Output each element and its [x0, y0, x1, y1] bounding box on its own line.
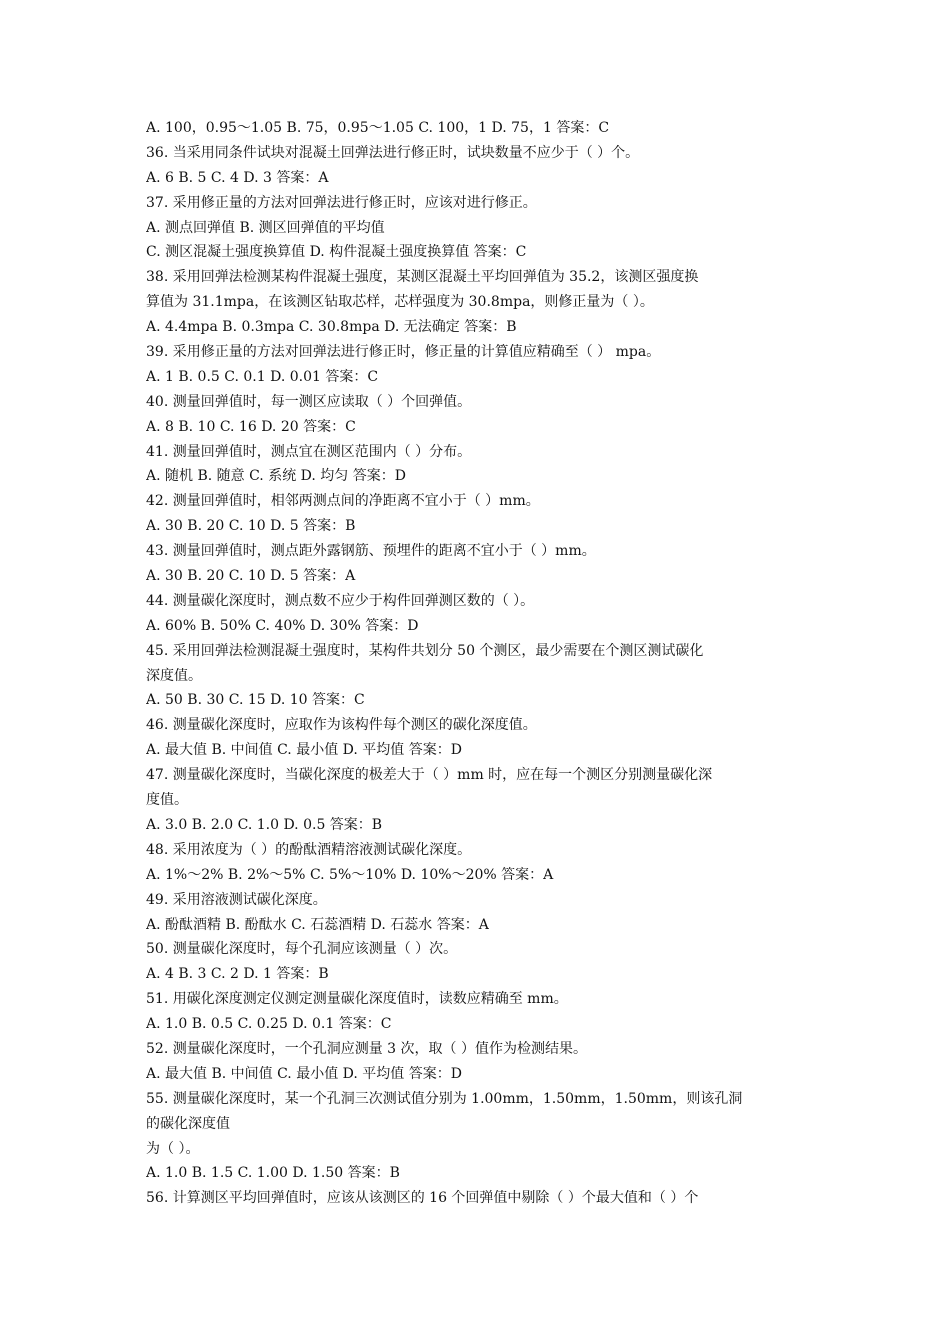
answer-line: A. 测点回弹值 B. 测区回弹值的平均值	[146, 219, 385, 236]
answer-line: A. 60% B. 50% C. 40% D. 30% 答案：D	[146, 617, 419, 634]
question-line: 51. 用碳化深度测定仪测定测量碳化深度值时，读数应精确至 mm。	[146, 991, 568, 1008]
question-line: 42. 测量回弹值时，相邻两测点间的净距离不宜小于（ ）mm。	[146, 493, 540, 510]
question-line: 50. 测量碳化深度时，每个孔洞应该测量（ ）次。	[146, 941, 458, 958]
answer-line: A. 1%～2% B. 2%～5% C. 5%～10% D. 10%～20% 答案：A	[146, 866, 554, 883]
question-line: 49. 采用溶液测试碳化深度。	[146, 891, 327, 908]
answer-line: A. 4.4mpa B. 0.3mpa C. 30.8mpa D. 无法确定 答案：B	[146, 319, 517, 336]
answer-line: C. 测区混凝土强度换算值 D. 构件混凝土强度换算值 答案：C	[146, 244, 527, 261]
question-line: 39. 采用修正量的方法对回弹法进行修正时，修正量的计算值应精确至（ ） mpa。	[146, 344, 661, 361]
question-line: 38. 采用回弹法检测某构件混凝土强度，某测区混凝土平均回弹值为 35.2，该测区强度换	[146, 269, 699, 286]
question-line: 52. 测量碳化深度时，一个孔洞应测量 3 次，取（ ）值作为检测结果。	[146, 1040, 587, 1057]
question-line: 48. 采用浓度为（ ）的酚酞酒精溶液测试碳化深度。	[146, 841, 472, 858]
answer-line: A. 1.0 B. 0.5 C. 0.25 D. 0.1 答案：C	[146, 1016, 392, 1033]
answer-line: A. 4 B. 3 C. 2 D. 1 答案：B	[146, 966, 329, 983]
text-line: A. 100，0.95～1.05 B. 75，0.95～1.05 C. 100，1 D. 75，1 答案：C	[146, 120, 610, 136]
question-line: 深度值。	[146, 667, 202, 684]
question-line: 47. 测量碳化深度时，当碳化深度的极差大于（ ）mm 时，应在每一个测区分别测量碳化深	[146, 767, 713, 784]
document-body	[146, 116, 818, 1211]
question-line: 43. 测量回弹值时，测点距外露钢筋、预埋件的距离不宜小于（ ）mm。	[146, 543, 596, 560]
answer-line: A. 1.0 B. 1.5 C. 1.00 D. 1.50 答案：B	[146, 1165, 400, 1182]
answer-line: A. 30 B. 20 C. 10 D. 5 答案：A	[146, 568, 356, 585]
answer-line: A. 随机 B. 随意 C. 系统 D. 均匀 答案：D	[146, 468, 406, 485]
question-line: 46. 测量碳化深度时，应取作为该构件每个测区的碳化深度值。	[146, 717, 537, 734]
answer-line: A. 最大值 B. 中间值 C. 最小值 D. 平均值 答案：D	[146, 742, 462, 759]
answer-line: A. 最大值 B. 中间值 C. 最小值 D. 平均值 答案：D	[146, 1065, 462, 1082]
question-line: 41. 测量回弹值时，测点宜在测区范围内（ ）分布。	[146, 443, 472, 460]
question-line: 为（ ）。	[146, 1140, 200, 1157]
question-line: 36. 当采用同条件试块对混凝土回弹法进行修正时，试块数量不应少于（ ）个。	[146, 144, 640, 161]
answer-line: A. 30 B. 20 C. 10 D. 5 答案：B	[146, 518, 356, 535]
answer-line: A. 1 B. 0.5 C. 0.1 D. 0.01 答案：C	[146, 368, 379, 385]
question-line: 55. 测量碳化深度时，某一个孔洞三次测试值分别为 1.00mm，1.50mm，1.50mm，则该孔洞	[146, 1090, 743, 1107]
question-line: 算值为 31.1mpa，在该测区钻取芯样，芯样强度为 30.8mpa，则修正量为（ ）。	[146, 294, 654, 311]
question-line: 40. 测量回弹值时，每一测区应读取（ ）个回弹值。	[146, 393, 472, 410]
question-line: 的碳化深度值	[146, 1115, 230, 1132]
question-line: 44. 测量碳化深度时，测点数不应少于构件回弹测区数的（ ）。	[146, 592, 535, 609]
answer-line: A. 50 B. 30 C. 15 D. 10 答案：C	[146, 692, 365, 709]
question-line: 56. 计算测区平均回弹值时，应该从该测区的 16 个回弹值中剔除（ ）个最大值和（ ）个	[146, 1190, 699, 1207]
question-line: 37. 采用修正量的方法对回弹法进行修正时，应该对进行修正。	[146, 194, 537, 211]
question-line: 度值。	[146, 792, 188, 809]
answer-line: A. 酚酞酒精 B. 酚酞水 C. 石蕊酒精 D. 石蕊水 答案：A	[146, 916, 489, 933]
answer-line: A. 8 B. 10 C. 16 D. 20 答案：C	[146, 418, 356, 435]
question-line: 45. 采用回弹法检测混凝土强度时，某构件共划分 50 个测区，最少需要在个测区测试碳化	[146, 642, 704, 659]
answer-line: A. 6 B. 5 C. 4 D. 3 答案：A	[146, 169, 329, 186]
answer-line: A. 3.0 B. 2.0 C. 1.0 D. 0.5 答案：B	[146, 816, 383, 833]
